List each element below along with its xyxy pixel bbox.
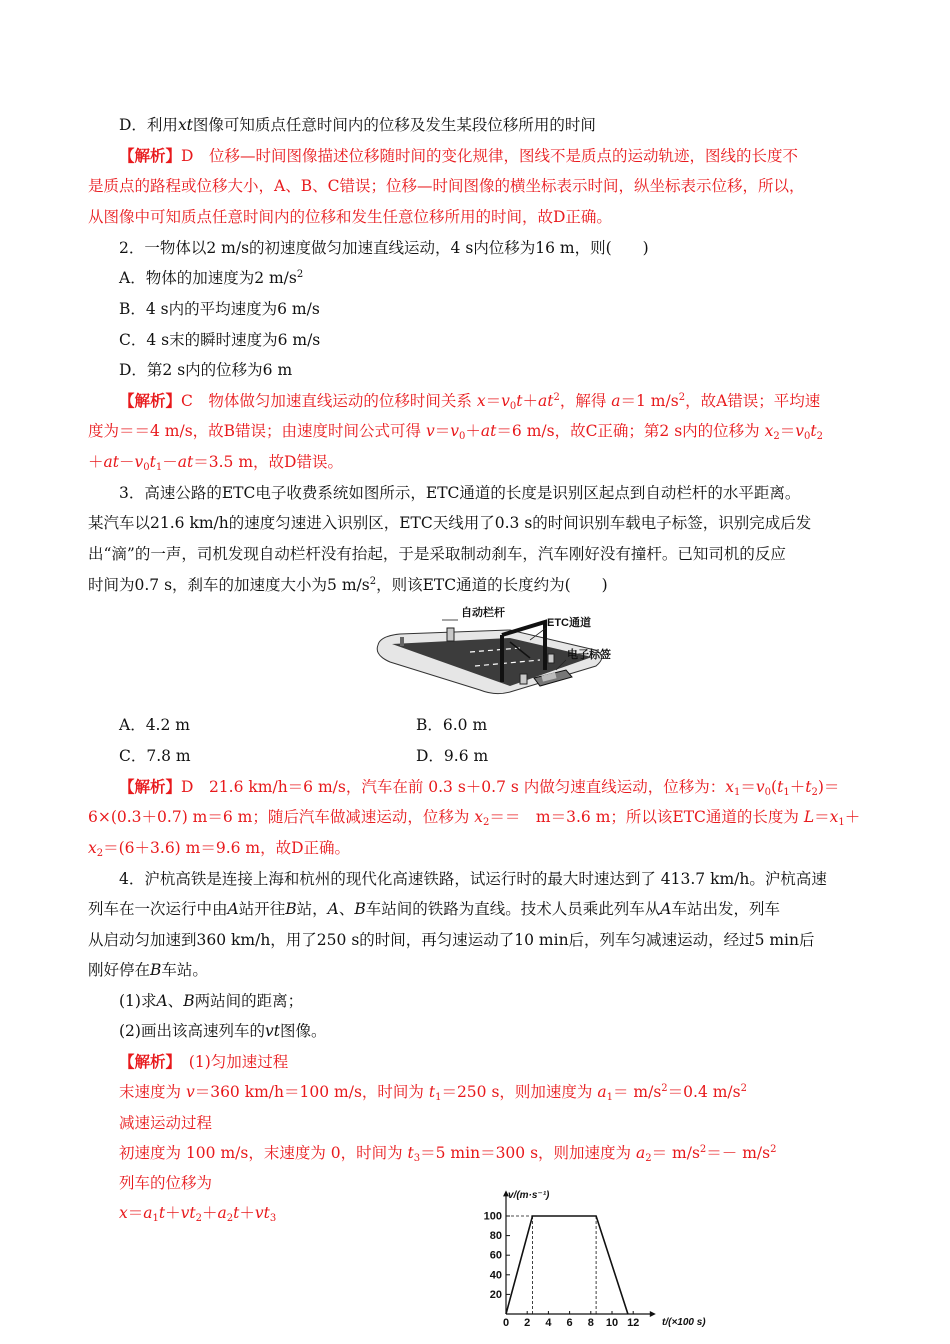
chart-series — [506, 1216, 628, 1314]
x-tick-label: 6 — [566, 1317, 573, 1329]
analysis-tag: 【解析】 — [119, 777, 182, 796]
q3-option-d: D．9.6 m — [416, 747, 489, 765]
q4-analysis-line-1 — [119, 1052, 288, 1072]
q3-analysis-line-2: 6×(0.3＋0.7) m＝6 m；随后汽车做减速运动，位移为 $x_2==$ m＝3.6 m；所以该ETC通道的长度为 $L=x_1+$ — [88, 808, 861, 828]
analysis-tag: 【解析】 — [119, 391, 182, 410]
vt-chart — [476, 1186, 726, 1330]
y-tick-label: 60 — [489, 1249, 502, 1262]
q4-analysis-line-6: $x=a_1t+vt_2+a_2t+vt_3$ — [119, 1204, 277, 1224]
x-tick-label: 8 — [587, 1317, 594, 1329]
sign-post — [400, 637, 404, 646]
x-tick-label: 4 — [545, 1317, 552, 1329]
q4-stem-line-4: 刚好停在B车站。 — [88, 961, 208, 979]
q1-analysis-line-2: 是质点的路程或位移大小，A、B、C错误；位移—时间图像的横坐标表示时间，纵坐标表示位移，所以， — [88, 177, 805, 195]
q2-option-a: A．物体的加速度为2 $m/s^2$ — [119, 269, 304, 287]
q1-analysis-line-3: 从图像中可知质点任意时间内的位移和发生任意位移所用的时间，故D正确。 — [88, 208, 612, 226]
x-axis-arrow — [650, 1311, 656, 1317]
analysis-tag: 【解析】 — [119, 146, 182, 165]
q4-analysis-line-2: 末速度为 v＝360 km/h＝100 m/s，时间为 $t_1=250$ s，则加速度为 $a_1= m/s^2=0.4$ $m/s^2$ — [119, 1083, 747, 1103]
analysis-tag: 【解析】 — [119, 1052, 174, 1071]
q2-option-d: D．第2 s内的位移为6 m — [119, 361, 293, 379]
x-tick-label: 12 — [627, 1317, 640, 1329]
y-tick-label: 20 — [489, 1288, 502, 1301]
q4-sub2: (2)画出该高速列车的vt图像。 — [119, 1022, 327, 1040]
q3-analysis-line-1: 【解析】D 21.6 km/h＝6 m/s，汽车在前 0.3 s＋0.7 s 内做匀速直线运动，位移为：$x_1=v_0(t_1+t_2)=$ — [119, 777, 840, 798]
q2-analysis-line-3: $+at-v_0t_1-at=3.5$ m，故D错误。 — [88, 453, 343, 473]
q4-stem-line-2: 列车在一次运行中由A站开往B站，A、B车站间的铁路为直线。技术人员乘此列车从A车站出发，列车 — [88, 900, 780, 918]
q3-stem-line-1: 3．高速公路的ETC电子收费系统如图所示，ETC通道的长度是识别区起点到自动栏杆的水平距离。 — [119, 484, 801, 502]
q4-analysis-line-5: 列车的位移为 — [119, 1174, 213, 1192]
barrier-post — [447, 628, 454, 641]
label-tag: 电子标签 — [567, 649, 611, 661]
q1-analysis-line-1: 【解析】D 位移—时间图像描述位移随时间的变化规律，图线不是质点的运动轨迹，图线的长度不 — [119, 146, 798, 165]
label-etc-lane: ETC通道 — [547, 617, 591, 629]
q1-option-d: D．利用xt图像可知质点任意时间内的位移及发生某段位移所用的时间 — [119, 116, 596, 134]
q4-analysis-line-3: 减速运动过程 — [119, 1114, 213, 1132]
etc-lane-figure — [370, 600, 620, 695]
y-tick-label: 40 — [489, 1269, 502, 1282]
q3-stem-line-4: 时间为0.7 s，刹车的加速度大小为5 $m/s^2$，则该ETC通道的长度约为( ) — [88, 576, 608, 594]
chart-ylabel: v/(m·s⁻¹) — [508, 1190, 550, 1201]
q3-option-a: A．4.2 m — [119, 716, 190, 734]
booth — [520, 674, 527, 684]
q2-analysis-line-2: 度为＝＝4 m/s，故B错误；由速度时间公式可得 $v=v_0+at=6$ m/s，故C正确；第2 s内的位移为 $x_2=v_0t_2$ — [88, 422, 823, 442]
label-barrier: 自动栏杆 — [461, 607, 505, 619]
x-tick-label: 2 — [524, 1317, 531, 1329]
q3-stem-line-3: 出“滴”的一声，司机发现自动栏杆没有抬起，于是采取制动刹车，汽车刚好没有撞杆。已知司机的反应 — [88, 545, 786, 563]
q2-option-c: C．4 s末的瞬时速度为6 m/s — [119, 331, 321, 349]
x-tick-label: 10 — [605, 1317, 619, 1329]
q4-analysis-accel: (1)匀加速过程 — [188, 1053, 289, 1071]
q2-analysis-line-1: 【解析】C 物体做匀加速直线运动的位移时间关系 $x=v_0t+at^2$，解得 a＝1 $m/s^2$，故A错误；平均速 — [119, 391, 821, 412]
q2-option-b: B．4 s内的平均速度为6 m/s — [119, 300, 320, 318]
q4-stem-line-3: 从启动匀加速到360 km/h，用了250 s的时间，再匀速运动了10 min后，列车匀减速运动，经过5 min后 — [88, 931, 815, 949]
y-tick-label: 80 — [489, 1230, 502, 1243]
q3-option-c: C．7.8 m — [119, 747, 191, 765]
q4-sub1: (1)求A、B两站间的距离； — [119, 992, 304, 1010]
x-tick-label: 0 — [502, 1317, 510, 1329]
q3-analysis-line-3: $x_2=(6+3.6)$ m＝9.6 m，故D正确。 — [88, 839, 351, 859]
q4-stem-line-1: 4．沪杭高铁是连接上海和杭州的现代化高速铁路，试运行时的最大时速达到了 413.7 km/h。沪杭高速 — [119, 870, 827, 888]
etc-box — [548, 654, 554, 663]
q3-stem-line-2: 某汽车以21.6 km/h的速度匀速进入识别区，ETC天线用了0.3 s的时间识别车载电子标签，识别完成后发 — [88, 514, 812, 532]
y-tick-label: 100 — [483, 1210, 502, 1223]
chart-axes — [503, 1190, 656, 1317]
q3-option-b: B．6.0 m — [416, 716, 488, 734]
velocity-line — [506, 1216, 628, 1314]
chart-xlabel: t/(×100 s) — [662, 1317, 706, 1328]
q2-stem: 2．一物体以2 m/s的初速度做匀加速直线运动，4 s内位移为16 m，则( ) — [119, 239, 649, 257]
q4-analysis-line-4: 初速度为 100 m/s，末速度为 0，时间为 $t_3=5$ min＝300 s，则加速度为 $a_2= m/s^2=- m/s^2$ — [119, 1144, 777, 1164]
